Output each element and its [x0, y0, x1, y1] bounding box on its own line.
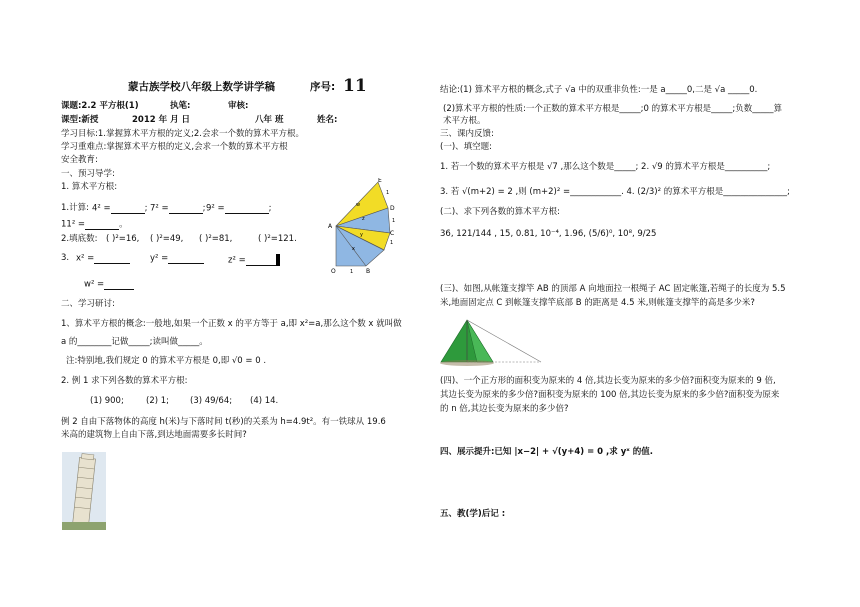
calc-3: 9² = ;: [206, 203, 272, 214]
ex1-item-3: (3) 49/64;: [190, 396, 233, 406]
conclusion: 结论:(1) 算术平方根的概念,式子 √a 中的双重非负性:一是 a_____0,二是 √a _____0.: [440, 85, 758, 95]
z-squared: z² =: [228, 254, 280, 266]
question-4-b: 其边长变为原来的多少倍?面积变为原来的 100 倍,其边长变为原来的多少倍?面积变为原来: [440, 390, 780, 400]
label-b: B: [366, 268, 371, 274]
label-one-2: 1: [392, 218, 396, 224]
page-title: 蒙古族学校八年级上数学讲学稿: [128, 81, 275, 93]
label-z: z: [362, 216, 365, 222]
improve: 四、展示提升:已知 |x−2| + √(y+4) = 0 ,求 yˣ 的值.: [440, 447, 653, 457]
serial-number: 11: [343, 76, 367, 96]
leaning-tower-image: [62, 452, 106, 530]
property-2: 术平方根。: [443, 116, 486, 126]
label-a: A: [328, 223, 333, 230]
question-4-c: 的 n 倍,其边长变为原来的多少倍?: [440, 404, 569, 414]
fill-3: ( )²=81,: [199, 234, 233, 244]
label-o: O: [331, 268, 336, 274]
fill-4: ( )²=121.: [258, 234, 297, 244]
q3-label: 3.: [61, 253, 70, 263]
concept: 1、算术平方根的概念:一般地,如果一个正数 x 的平方等于 a,即 x²=a,那么这个数 x 就叫做: [61, 319, 402, 329]
question-3-b: 米,地面固定点 C 到帐篷支撑竿底部 B 的距离是 4.5 米,则帐篷支撑竿的高是多少米?: [440, 298, 755, 308]
fill-q1: 1. 若一个数的算术平方根是 √7 ,那么这个数是_____; 2. √9 的算术平方根是__________;: [440, 162, 771, 172]
fill-label: 2.填底数:: [61, 234, 98, 244]
question-4: (四)、一个正方形的面积变为原来的 4 倍,其边长变为原来的多少倍?面积变为原来的 9 倍,: [440, 376, 776, 386]
label-w: w: [356, 202, 361, 208]
feedback-heading: 三、课内反馈:: [440, 129, 494, 139]
student-name: 姓名:: [317, 115, 338, 125]
label-x: x: [352, 246, 355, 252]
y-squared: y² =: [150, 254, 204, 264]
calc-1: 4² = ;: [92, 203, 148, 214]
ex1-item-1: (1) 900;: [90, 396, 124, 406]
sqrt-heading: (二)、求下列各数的算术平方根:: [440, 207, 560, 217]
label-one-1: 1: [386, 190, 390, 196]
study-heading: 二、学习研讨:: [61, 299, 115, 309]
date: 2012 年 月 日: [132, 115, 191, 125]
example2: 例 2 自由下落物体的高度 h(米)与下落时间 t(秒)的关系为 h=4.9t²。有一铁球从 19.6: [61, 417, 386, 427]
x-squared: x² =: [76, 254, 130, 264]
question-3: (三)、如图,从帐篷支撑竿 AB 的顶部 A 向地面拉一根绳子 AC 固定帐篷,若绳子的长度为 5.5: [440, 284, 786, 294]
note: 注:特别地,我们规定 0 的算术平方根是 0,即 √0 = 0 .: [66, 356, 267, 366]
preview-heading: 一、预习导学:: [61, 169, 115, 179]
lesson-type: 课型:新授: [61, 115, 99, 125]
label-c: C: [390, 230, 395, 237]
grade: 八年 班: [255, 115, 284, 125]
sqrt-items: 36, 121/144 , 15, 0.81, 10⁻⁴, 1.96, (5/6)⁰, 10⁸, 9/25: [440, 229, 657, 239]
topic: 课题:2.2 平方根(1): [61, 101, 139, 111]
label-y: y: [360, 232, 363, 238]
postscript: 五、教(学)后记 :: [440, 509, 506, 519]
ex1-item-2: (2) 1;: [146, 396, 170, 406]
spiral-triangle-figure: [326, 178, 412, 274]
label-one-4: 1: [350, 269, 354, 274]
example1: 2. 例 1 求下列各数的算术平方根:: [61, 376, 188, 386]
safety: 安全教育:: [61, 155, 98, 165]
preview-item1: 1. 算术平方根:: [61, 182, 118, 192]
label-e: E: [378, 178, 382, 184]
reviewer: 审核:: [228, 101, 249, 111]
label-one-3: 1: [390, 240, 394, 246]
key-point: 学习重难点:掌握算术平方根的定义,会求一个数的算术平方根: [61, 142, 288, 152]
serial-label: 序号:: [310, 81, 336, 93]
label-d: D: [390, 205, 395, 212]
w-squared: w² =: [84, 280, 134, 290]
calc-4: 11² = 。: [61, 219, 128, 230]
calc-2: 7² = ;: [150, 203, 206, 214]
objective: 学习目标:1.掌握算术平方根的定义;2.会求一个数的算术平方根。: [61, 129, 304, 139]
fill-1: ( )²=16,: [106, 234, 140, 244]
writer: 执笔:: [170, 101, 191, 111]
tent-image: [437, 318, 547, 370]
calc-label: 1.计算:: [61, 203, 89, 213]
fill-q3: 3. 若 √(m+2) = 2 ,则 (m+2)² =____________. 4. (2/3)² 的算术平方根是_______________;: [440, 187, 790, 197]
property: (2)算术平方根的性质:一个正数的算术平方根是_____;0 的算术平方根是_____;负数_____算: [443, 104, 782, 114]
ex1-item-4: (4) 14.: [250, 396, 279, 406]
fill-heading: (一)、填空题:: [440, 142, 492, 152]
example2-b: 米高的建筑物上自由下落,到达地面需要多长时间?: [61, 430, 247, 440]
fill-2: ( )²=49,: [150, 234, 184, 244]
concept-2: a 的________记做_____;读叫做_____。: [61, 337, 208, 347]
